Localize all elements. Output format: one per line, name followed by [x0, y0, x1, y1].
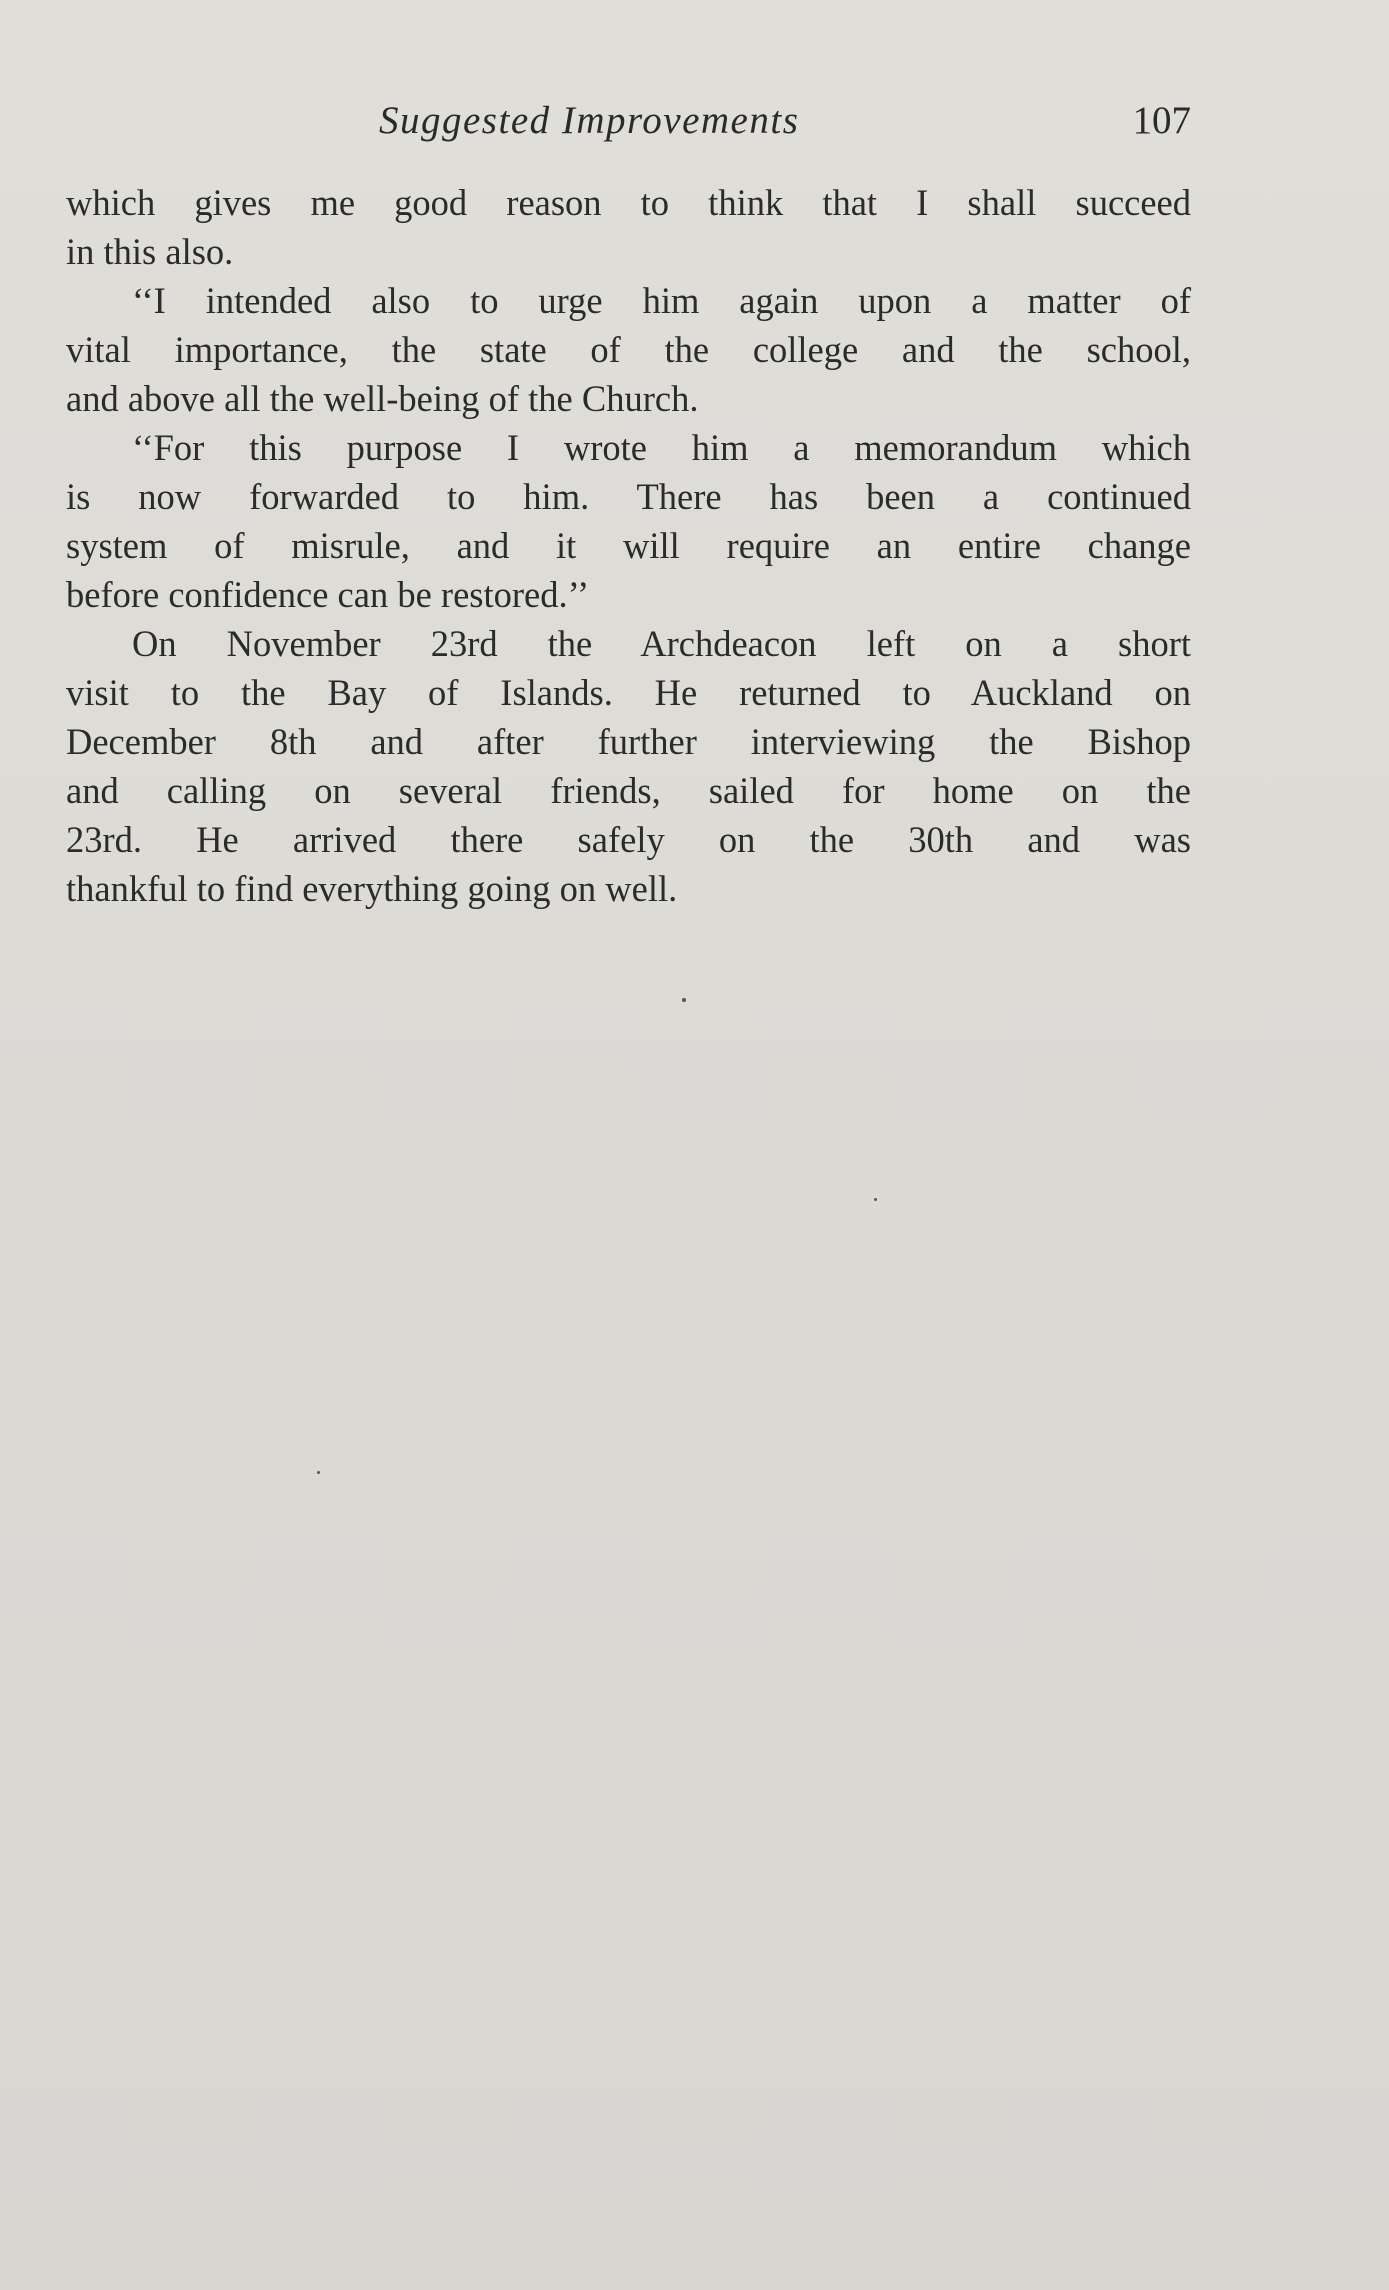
text-line: which gives me good reason to think that I shall succeed: [66, 182, 1191, 223]
running-title: Suggested Improvements: [379, 99, 800, 142]
text-line: vital importance, the state of the college and the school,: [66, 329, 1191, 370]
paragraph: [66, 276, 1191, 423]
paragraph: [66, 619, 1191, 913]
paper-speck: [317, 1471, 320, 1474]
text-line: ‘‘For this purpose I wrote him a memorandum which: [132, 427, 1191, 468]
page-number: 107: [1132, 99, 1191, 142]
body-text: [66, 178, 1191, 913]
paper-speck: [874, 1198, 877, 1201]
text-line: system of misrule, and it will require an entire change: [66, 525, 1191, 566]
text-line: and above all the well-being of the Church.: [66, 378, 699, 419]
text-line: visit to the Bay of Islands. He returned to Auckland on: [66, 672, 1191, 713]
text-line: in this also.: [66, 231, 234, 272]
paragraph: [66, 178, 1191, 276]
page-header: [66, 98, 1191, 158]
text-line: is now forwarded to him. There has been a continued: [66, 476, 1191, 517]
text-line: and calling on several friends, sailed for home on the: [66, 770, 1191, 811]
paragraph: [66, 423, 1191, 619]
paper-speck: [682, 998, 686, 1002]
text-line: before confidence can be restored.’’: [66, 574, 590, 615]
text-line: 23rd. He arrived there safely on the 30th and was: [66, 819, 1191, 860]
text-line: December 8th and after further interviewing the Bishop: [66, 721, 1191, 762]
text-line: ‘‘I intended also to urge him again upon a matter of: [132, 280, 1191, 321]
text-line: thankful to find everything going on well.: [66, 868, 678, 909]
text-line: On November 23rd the Archdeacon left on a short: [132, 623, 1191, 664]
